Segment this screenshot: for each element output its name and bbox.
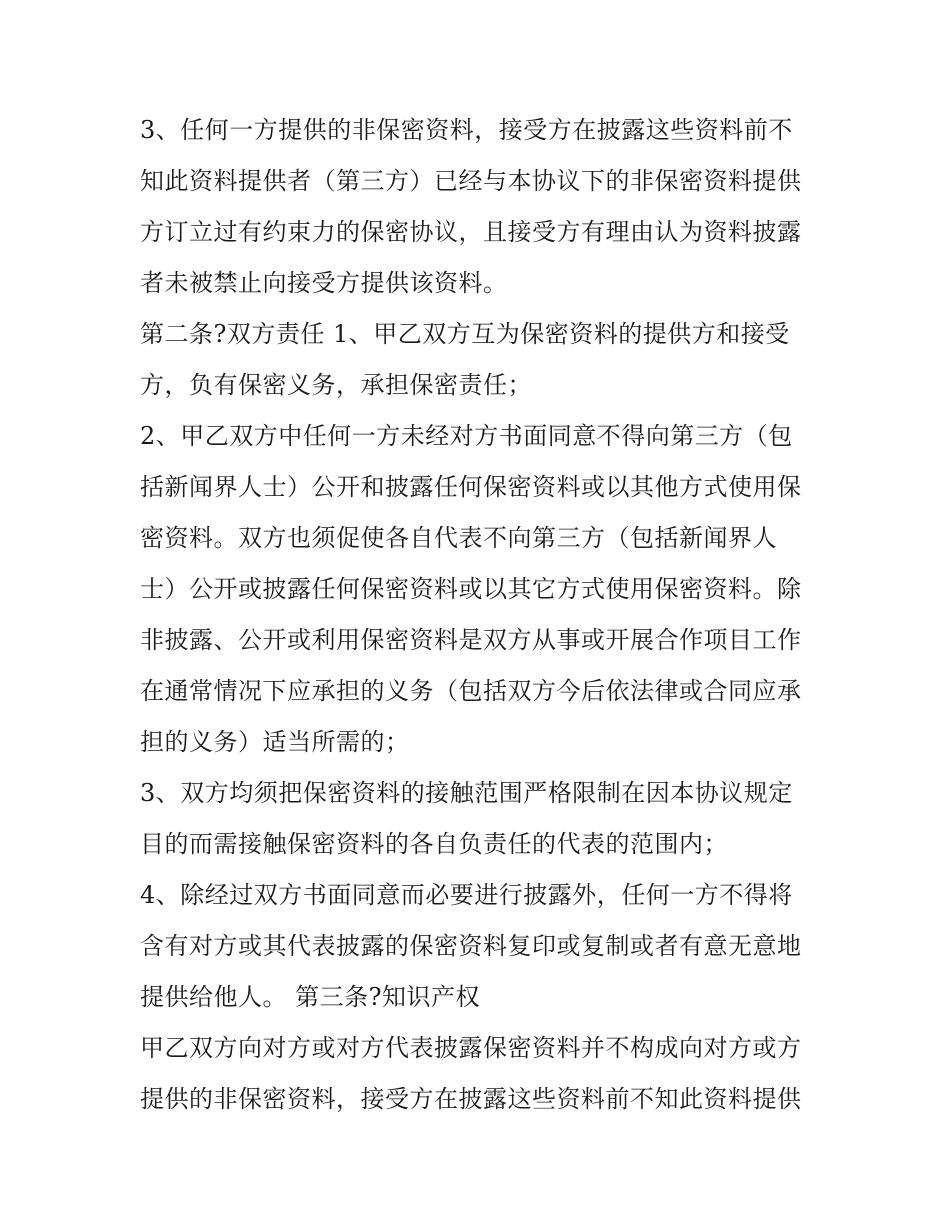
text-line: 提供给他人。 第三条?知识产权 — [140, 983, 480, 1011]
text-line: 3、任何一方提供的非保密资料，接受方在披露这些资料前不 — [140, 116, 793, 144]
text-line: 第二条?双方责任 1、甲乙双方互为保密资料的提供方和接受 — [140, 320, 790, 348]
text-line: 在通常情况下应承担的义务（包括双方今后依法律或合同应承 — [140, 677, 802, 705]
text-line: 非披露、公开或利用保密资料是双方从事或开展合作项目工作 — [140, 626, 802, 654]
text-line: 提供的非保密资料，接受方在披露这些资料前不知此资料提供 — [140, 1085, 802, 1113]
text-line: 担的义务）适当所需的； — [140, 728, 410, 756]
text-line: 含有对方或其代表披露的保密资料复印或复制或者有意无意地 — [140, 932, 802, 960]
text-line: 目的而需接触保密资料的各自负责任的代表的范围内； — [140, 830, 728, 858]
document-body — [140, 105, 820, 1125]
text-line: 密资料。双方也须促使各自代表不向第三方（包括新闻界人 — [140, 524, 777, 552]
text-line: 2、甲乙双方中任何一方未经对方书面同意不得向第三方（包 — [140, 422, 793, 450]
text-line: 知此资料提供者（第三方）已经与本协议下的非保密资料提供 — [140, 167, 802, 195]
text-line: 3、双方均须把保密资料的接触范围严格限制在因本协议规定 — [140, 779, 793, 807]
text-line: 括新闻界人士）公开和披露任何保密资料或以其他方式使用保 — [140, 473, 802, 501]
text-line: 方订立过有约束力的保密协议，且接受方有理由认为资料披露 — [140, 218, 802, 246]
text-line: 甲乙双方向对方或对方代表披露保密资料并不构成向对方或方 — [140, 1034, 802, 1062]
text-line: 士）公开或披露任何保密资料或以其它方式使用保密资料。除 — [140, 575, 802, 603]
text-line: 者未被禁止向接受方提供该资料。 — [140, 269, 508, 297]
text-line: 方，负有保密义务，承担保密责任； — [140, 371, 532, 399]
text-line: 4、除经过双方书面同意而必要进行披露外，任何一方不得将 — [140, 881, 793, 909]
